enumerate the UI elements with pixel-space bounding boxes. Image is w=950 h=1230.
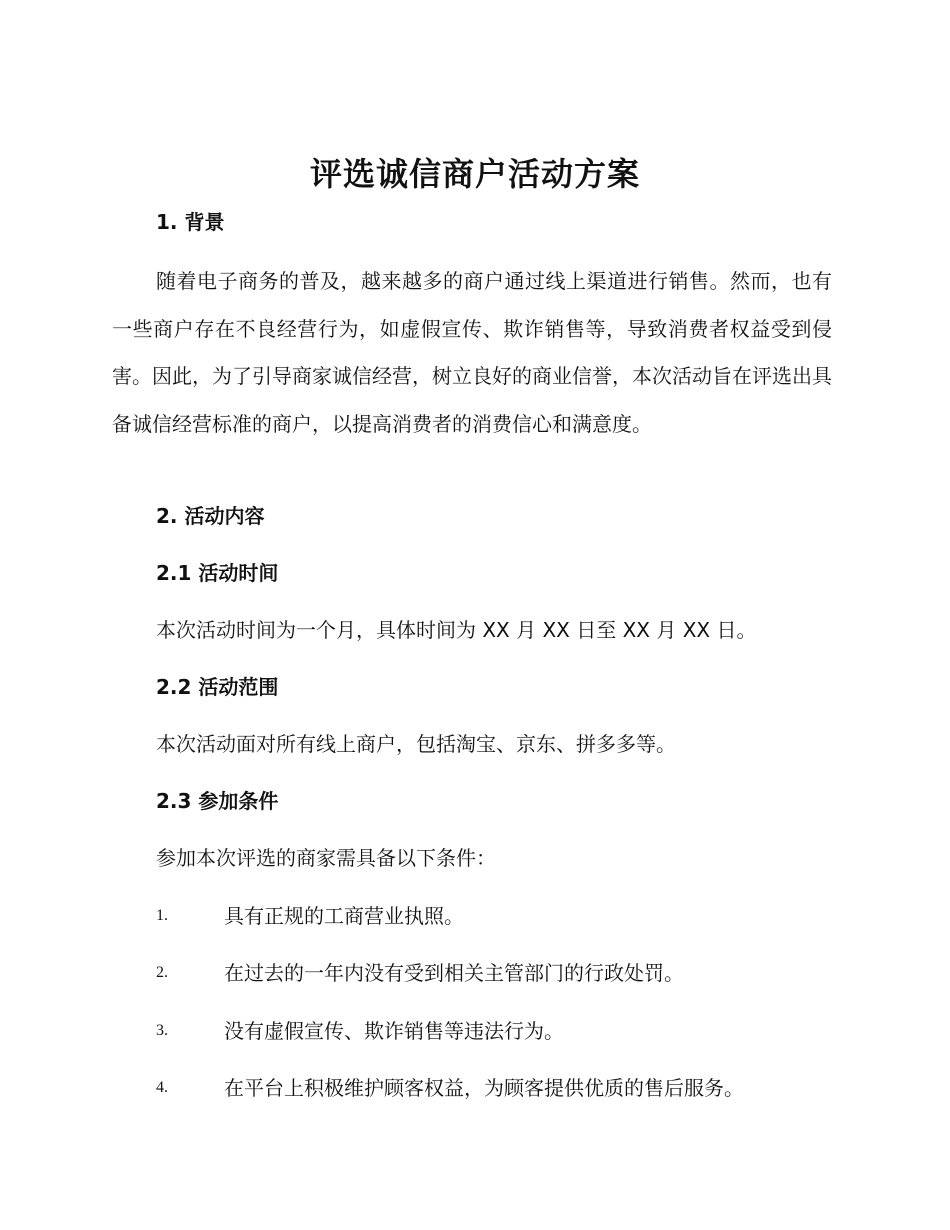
subsection-heading-scope: 2.2 活动范围 — [156, 675, 279, 699]
list-item-number: 4. — [156, 1079, 168, 1096]
activity-scope-text: 本次活动面对所有线上商户，包括淘宝、京东、拼多多等。 — [156, 732, 676, 756]
list-item-number: 1. — [156, 907, 168, 924]
list-item: 在平台上积极维护顾客权益，为顾客提供优质的售后服务。 — [224, 1076, 744, 1100]
section-heading-activity: 2. 活动内容 — [156, 504, 265, 528]
list-item-number: 2. — [156, 964, 168, 981]
list-item-number: 3. — [156, 1022, 168, 1039]
subsection-heading-time: 2.1 活动时间 — [156, 561, 279, 585]
section-heading-background: 1. 背景 — [156, 210, 225, 234]
list-item: 在过去的一年内没有受到相关主管部门的行政处罚。 — [224, 961, 684, 985]
list-item: 没有虚假宣传、欺诈销售等违法行为。 — [224, 1019, 564, 1043]
conditions-intro: 参加本次评选的商家需具备以下条件： — [156, 846, 496, 870]
activity-time-text: 本次活动时间为一个月，具体时间为 XX 月 XX 日至 XX 月 XX 日。 — [156, 618, 757, 642]
document-title: 评选诚信商户活动方案 — [309, 155, 640, 193]
subsection-heading-conditions: 2.3 参加条件 — [156, 789, 279, 813]
list-item: 具有正规的工商营业执照。 — [224, 904, 464, 928]
background-paragraph: 随着电子商务的普及，越来越多的商户通过线上渠道进行销售。然而，也有一些商户存在不良经营行为，如虚假宣传、欺诈销售等，导致消费者权益受到侵害。因此，为了引导商家诚信经营，树立良好的商业信誉，本次活动旨在评选出具备诚信经营标准的商户，以提高消费者的消费信心和满意度。 — [112, 269, 832, 436]
